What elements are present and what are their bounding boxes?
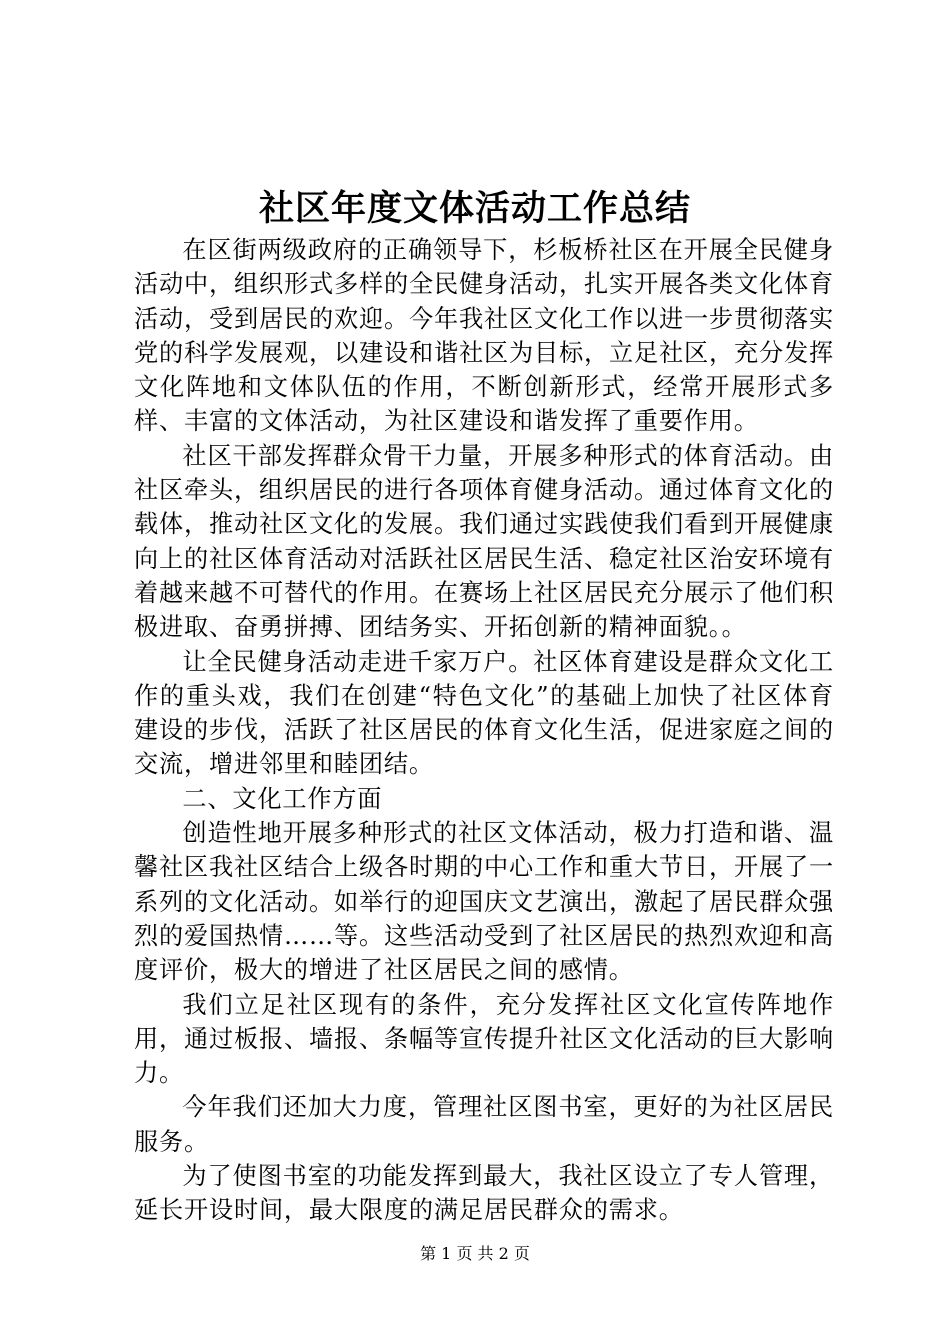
paragraph-cultural-activities: 创造性地开展多种形式的社区文体活动，极力打造和谐、温馨社区我社区结合上级各时期的中心工作和重大节日，开展了一系列的文化活动。如举行的迎国庆文艺演出，激起了居民群众强烈的爱国热情……等。这些活动受到了社区居民的热烈欢迎和高度评价，极大的增进了社区居民之间的感情。 bbox=[134, 819, 834, 985]
paragraph-fitness-for-all: 让全民健身活动走进千家万户。社区体育建设是群众文化工作的重头戏，我们在创建“特色文化”的基础上加快了社区体育建设的步伐，活跃了社区居民的体育文化生活，促进家庭之间的交流，增进邻里和睦团结。 bbox=[134, 647, 834, 779]
paragraph-publicity: 我们立足社区现有的条件，充分发挥社区文化宣传阵地作用，通过板报、墙报、条幅等宣传提升社区文化活动的巨大影响力。 bbox=[134, 990, 834, 1088]
page-number-footer: 第 1 页 共 2 页 bbox=[420, 1244, 530, 1263]
section-heading-culture: 二、文化工作方面 bbox=[182, 784, 383, 813]
paragraph-sports-activities: 社区干部发挥群众骨干力量，开展多种形式的体育活动。由社区牵头，组织居民的进行各项体育健身活动。通过体育文化的载体，推动社区文化的发展。我们通过实践使我们看到开展健康向上的社区体育活动对活跃社区居民生活、稳定社区治安环境有着越来越不可替代的作用。在赛场上社区居民充分展示了他们积极进取、奋勇拼搏、团结务实、开拓创新的精神面貌。。 bbox=[134, 441, 834, 642]
document-body bbox=[134, 233, 834, 1228]
paragraph-intro: 在区街两级政府的正确领导下，杉板桥社区在开展全民健身活动中，组织形式多样的全民健身活动，扎实开展各类文化体育活动，受到居民的欢迎。今年我社区文化工作以进一步贯彻落实党的科学发展观，以建设和谐社区为目标，立足社区，充分发挥文化阵地和文体队伍的作用，不断创新形式，经常开展形式多样、丰富的文体活动，为社区建设和谐发挥了重要作用。 bbox=[134, 236, 834, 436]
paragraph-library: 今年我们还加大力度，管理社区图书室，更好的为社区居民服务。 bbox=[134, 1093, 834, 1156]
paragraph-library-management: 为了使图书室的功能发挥到最大，我社区设立了专人管理，延长开设时间，最大限度的满足居民群众的需求。 bbox=[134, 1162, 834, 1225]
document-title: 社区年度文体活动工作总结 bbox=[258, 188, 691, 229]
